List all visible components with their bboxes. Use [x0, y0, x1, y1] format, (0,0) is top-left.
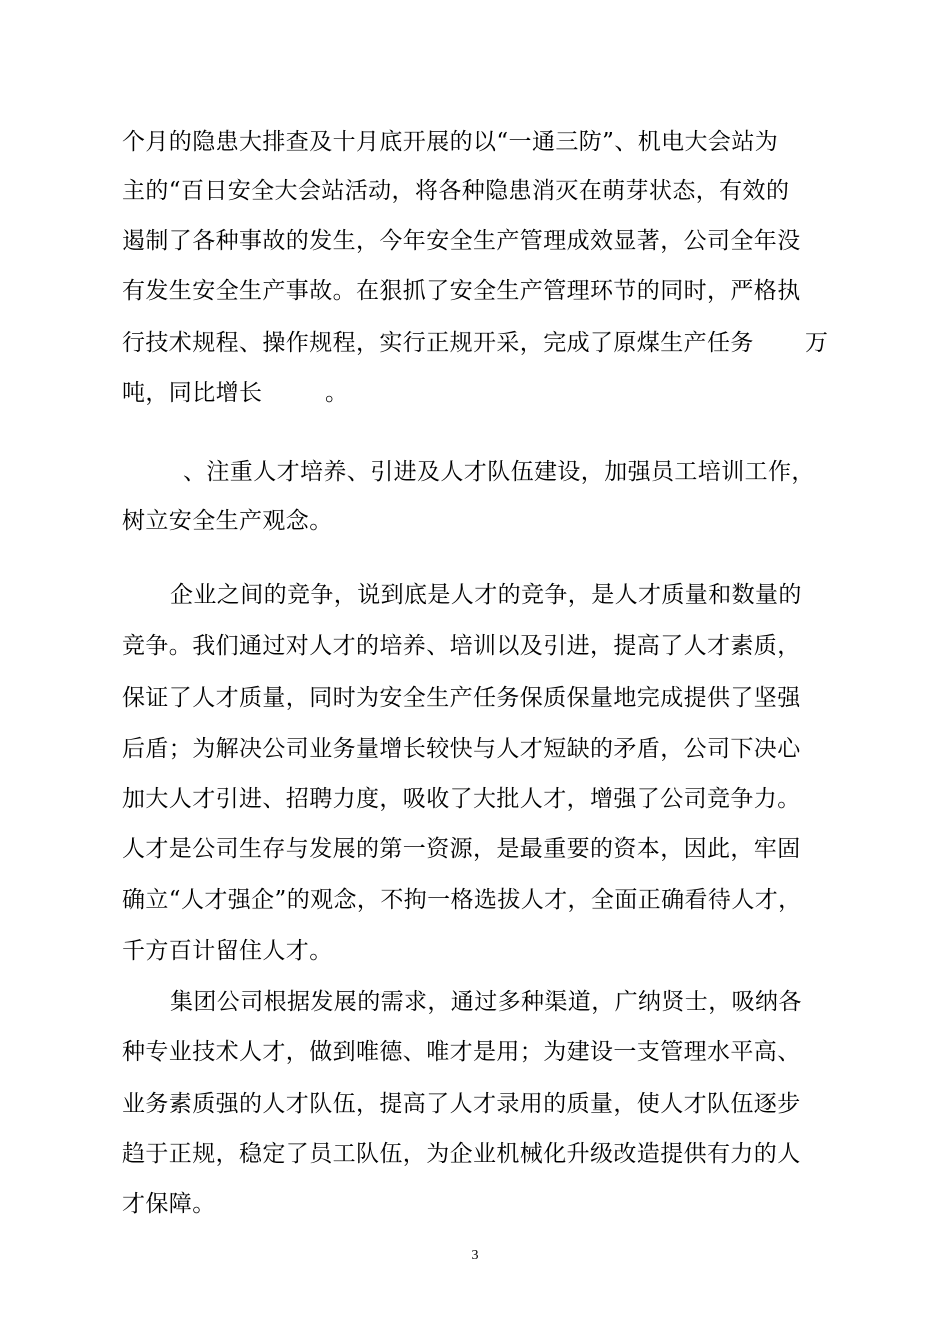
text-line: 保证了人才质量，同时为安全生产任务保质保量地完成提供了坚强 [122, 685, 801, 711]
text-line: 加大人才引进、招聘力度，吸收了大批人才，增强了公司竞争力。 [122, 786, 801, 812]
text-line: 趋于正规，稳定了员工队伍，为企业机械化升级改造提供有力的人 [122, 1141, 801, 1167]
text-line: 人才是公司生存与发展的第一资源，是最重要的资本，因此，牢固 [122, 836, 801, 862]
text-line: 主的“百日安全大会站活动，将各种隐患消灭在萌芽状态，有效的 [122, 178, 790, 204]
text-line: 业务素质强的人才队伍，提高了人才录用的质量，使人才队伍逐步 [122, 1091, 801, 1117]
text-line: 确立“人才强企”的观念，不拘一格选拔人才，全面正确看待人才， [122, 887, 802, 913]
page-number: 3 [471, 1248, 479, 1263]
text-line: 遏制了各种事故的发生，今年安全生产管理成效显著，公司全年没 [122, 228, 801, 254]
section-heading-line: 树立安全生产观念。 [122, 508, 333, 534]
text-line: 后盾；为解决公司业务量增长较快与人才短缺的矛盾，公司下决心 [122, 736, 801, 762]
text-line: 行技术规程、操作规程，实行正规开采，完成了原煤生产任务 [122, 330, 754, 356]
text-line: 有发生安全生产事故。在狠抓了安全生产管理环节的同时，严格执 [122, 278, 801, 304]
text-line: 集团公司根据发展的需求，通过多种渠道，广纳贤士，吸纳各 [170, 989, 802, 1015]
text-line: 企业之间的竞争，说到底是人才的竞争，是人才质量和数量的 [170, 582, 802, 608]
text-line: 种专业技术人才，做到唯德、唯才是用；为建设一支管理水平高、 [122, 1039, 801, 1065]
text-line: 竞争。我们通过对人才的培养、培训以及引进，提高了人才素质， [122, 633, 801, 659]
text-line: 千方百计留住人才。 [122, 938, 333, 964]
section-heading-line: 、注重人才培养、引进及人才队伍建设，加强员工培训工作， [183, 459, 815, 485]
text-line: 才保障。 [122, 1191, 216, 1217]
text-line: 个月的隐患大排查及十月底开展的以“一通三防”、机电大会站为 [122, 129, 779, 155]
text-line: 吨，同比增长 [122, 380, 263, 406]
period-mark: 。 [325, 380, 349, 406]
unit-wan: 万 [805, 330, 829, 356]
